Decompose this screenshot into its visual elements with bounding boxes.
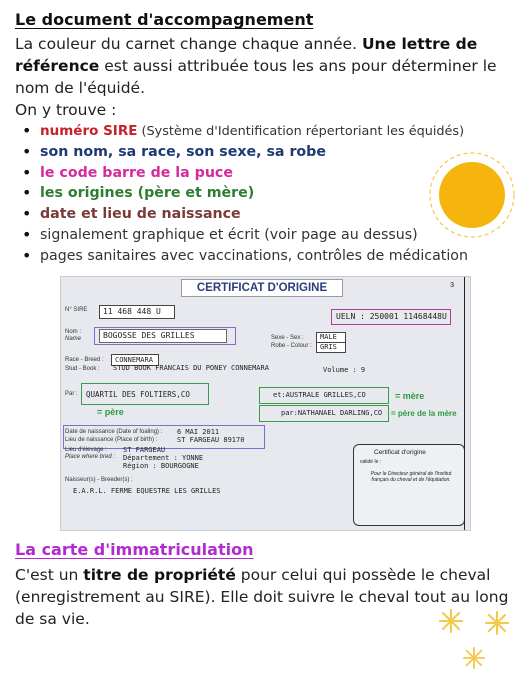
- page-edge: [464, 277, 465, 530]
- sexe-label: Sexe - Sex :: [271, 335, 304, 341]
- intro-text-2: est aussi attribuée tous les ans pour déterminer le nom de l'équidé.: [15, 57, 497, 97]
- naisseur-value: E.A.R.L. FERME EQUESTRE LES GRILLES: [73, 487, 221, 495]
- departement-value: Département : YONNE: [123, 454, 204, 462]
- list-item: [22, 246, 482, 267]
- health-pages-item: pages sanitaires avec vaccinations, contrôles de médication: [40, 247, 468, 264]
- raised-label: Place where bred :: [65, 454, 116, 460]
- elevage-value: ST FARGEAU: [123, 446, 166, 454]
- carte-bold: titre de propriété: [83, 566, 236, 584]
- markings-item: signalement graphique et écrit (voir page au dessus): [40, 226, 418, 243]
- identity-item: son nom, sa race, son sexe, sa robe: [40, 143, 326, 160]
- list-item: [22, 204, 482, 225]
- naisseur-label: Naisseur(s) - Breeder(s) :: [65, 477, 133, 483]
- ueln-value: UELN : 250001 11468448U: [336, 312, 447, 321]
- name-label: Name: [65, 336, 82, 342]
- origins-item: les origines (père et mère): [40, 185, 255, 202]
- nom-label: Nom :: [65, 329, 82, 335]
- sun-icon: [427, 150, 517, 240]
- sparkle-icon: [484, 610, 510, 636]
- pere-value: QUARTIL DES FOLTIERS,CO: [86, 390, 190, 399]
- chip-barcode-item: le code barre de la puce: [40, 164, 233, 181]
- list-item: [22, 225, 482, 246]
- intro-paragraph: [15, 33, 515, 99]
- list-item: [22, 163, 482, 184]
- list-item: [22, 142, 482, 163]
- stud-value: STUD BOOK FRANCAIS DU PONEY CONNEMARA: [113, 364, 269, 372]
- stud-label: Stud - Book :: [65, 366, 100, 372]
- mere-note: = mère: [395, 391, 425, 401]
- sexe-value: MALE: [316, 332, 346, 343]
- pere-note: = père: [97, 407, 124, 417]
- list-intro: On y trouve :: [15, 101, 117, 119]
- stamp-valid: validé le :: [360, 459, 382, 465]
- stamp-description: Pour le Directeur général de l'Institut français du cheval et de l'équitation.: [370, 471, 452, 483]
- par-label: Par :: [65, 391, 78, 397]
- page-number: 3: [450, 282, 454, 289]
- robe-value: GRIS: [316, 342, 346, 353]
- list-item: [22, 121, 482, 142]
- pere-mere-note: = père de la mère: [391, 409, 457, 418]
- sire-description: (Système d'Identification répertoriant les équidés): [137, 124, 465, 139]
- mere-value: et:AUSTRALE GRILLES,CO: [273, 391, 366, 399]
- robe-label: Robe - Colour :: [271, 343, 312, 349]
- nom-value: BOGOSSE DES GRILLES: [99, 329, 227, 343]
- region-value: Région : BOURGOGNE: [123, 462, 199, 470]
- sire-value: 11 468 448 U: [99, 305, 175, 319]
- carte-text-1: C'est un: [15, 566, 84, 584]
- validation-stamp: [353, 444, 465, 526]
- sparkle-icon: [462, 646, 486, 670]
- section-title-document: Le document d'accompagnement: [15, 10, 314, 29]
- contents-list: [22, 121, 482, 267]
- list-item: [22, 183, 482, 204]
- birth-item: date et lieu de naissance: [40, 206, 241, 223]
- lieu-value: ST FARGEAU 89170: [177, 436, 245, 444]
- stamp-title: Certificat d'origine: [374, 449, 426, 456]
- race-label: Race - Breed :: [65, 357, 104, 363]
- pere-mere-value: par:NATHANAEL DARLING,CO: [281, 409, 383, 417]
- certificat-origine-image: [60, 276, 471, 531]
- elevage-label: Lieu d'élevage :: [65, 447, 107, 453]
- intro-bold: Une lettre de référence: [15, 35, 478, 75]
- certificate-title: CERTIFICAT D'ORIGINE: [181, 279, 343, 297]
- volume-value: Volume : 9: [323, 366, 366, 374]
- dob-label: Date de naissance (Date of foaling) :: [65, 429, 163, 435]
- dob-value: 6 MAI 2011: [177, 428, 220, 436]
- intro-text-1: La couleur du carnet change chaque année.: [15, 35, 362, 53]
- carte-text-2: pour celui qui possède le cheval (enregistrement au SIRE). Elle doit suivre le cheval tout au long de sa vie.: [15, 566, 509, 628]
- sire-label: N° SIRE: [65, 307, 88, 313]
- section-title-carte: La carte d'immatriculation: [15, 540, 254, 559]
- race-value: CONNEMARA: [111, 354, 159, 366]
- sire-item: numéro SIRE: [40, 123, 138, 139]
- lieu-label: Lieu de naissance (Place of birth) :: [65, 437, 158, 443]
- sparkle-icon: [438, 608, 464, 634]
